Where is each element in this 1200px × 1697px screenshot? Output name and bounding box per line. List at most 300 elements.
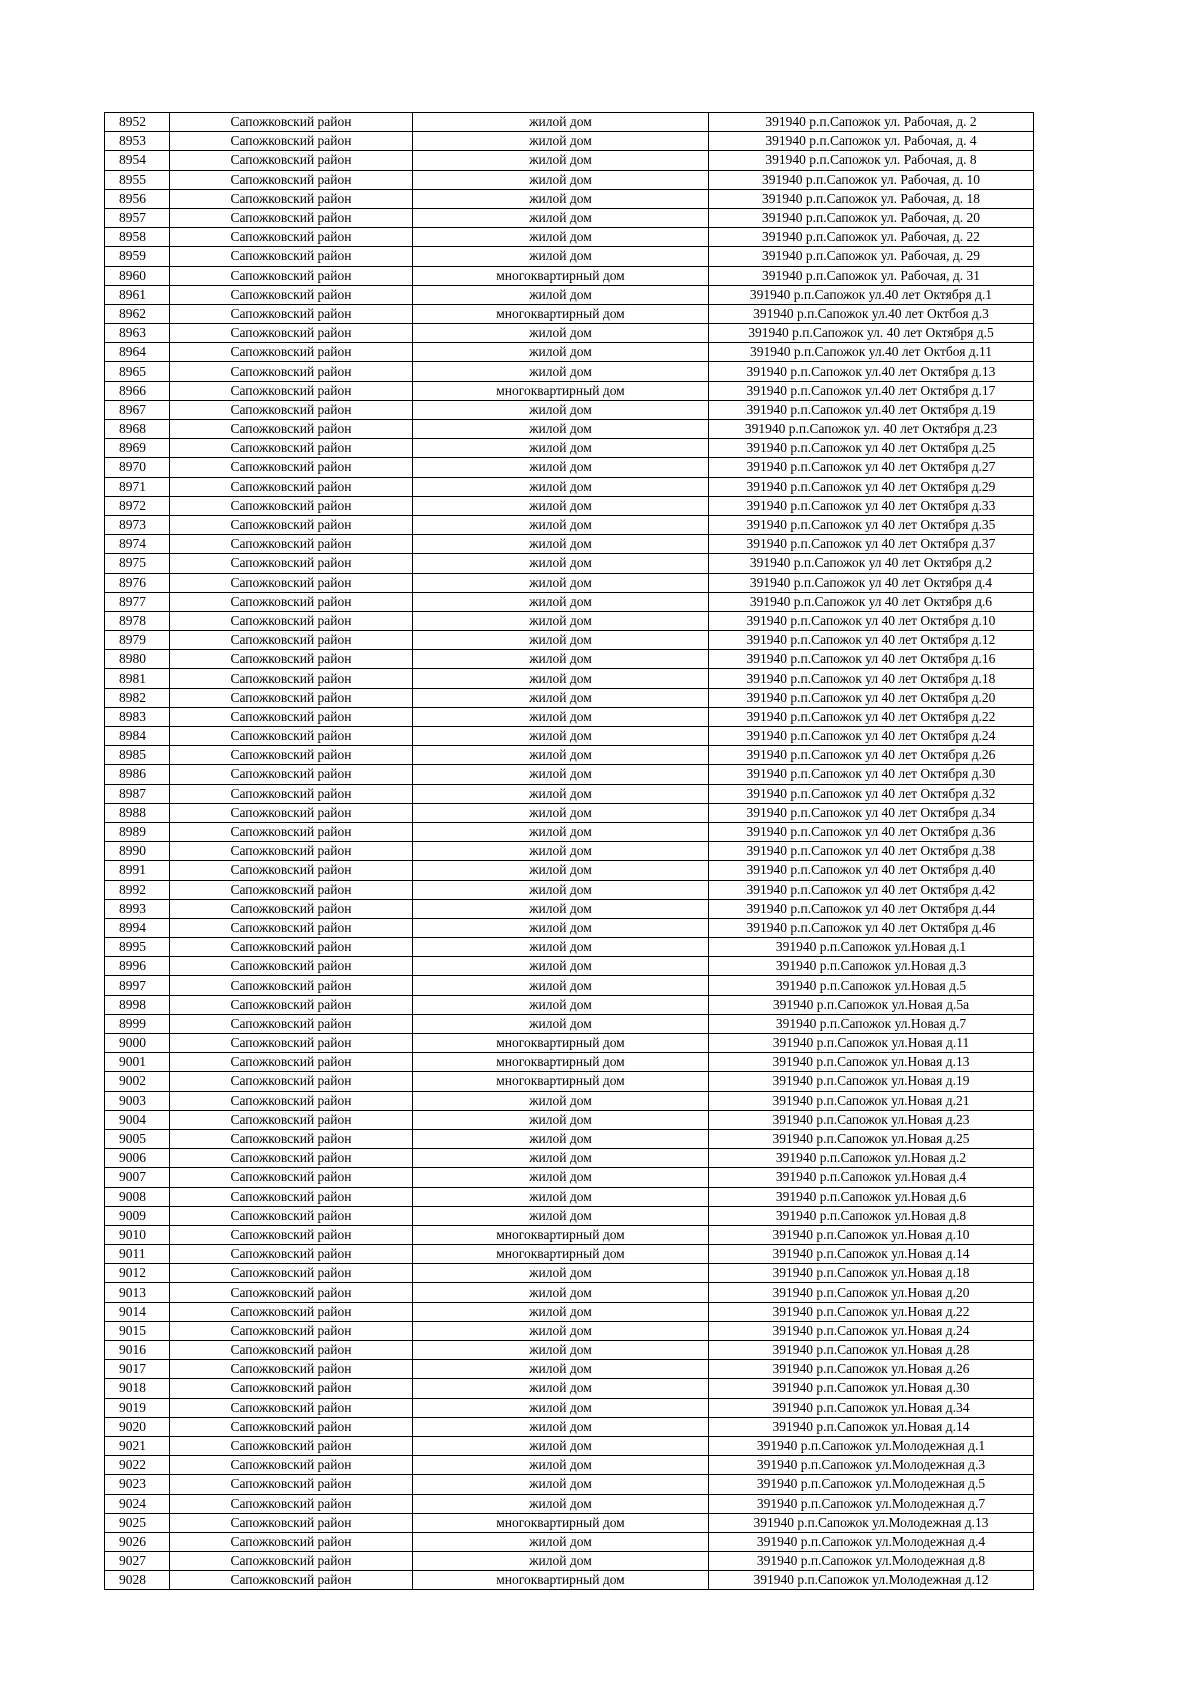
building-type-cell: многоквартирный дом [413, 266, 709, 285]
district-cell: Сапожковский район [170, 573, 413, 592]
building-type-cell: жилой дом [413, 324, 709, 343]
district-cell: Сапожковский район [170, 1225, 413, 1244]
row-number-cell: 8977 [105, 592, 170, 611]
address-cell: 391940 р.п.Сапожок ул.Молодежная д.12 [709, 1571, 1034, 1590]
row-number-cell: 8959 [105, 247, 170, 266]
table-row [105, 784, 1034, 803]
building-type-cell: жилой дом [413, 1014, 709, 1033]
row-number-cell: 8968 [105, 420, 170, 439]
district-cell: Сапожковский район [170, 688, 413, 707]
building-type-cell: жилой дом [413, 189, 709, 208]
building-type-cell: жилой дом [413, 631, 709, 650]
district-cell: Сапожковский район [170, 1360, 413, 1379]
building-type-cell: жилой дом [413, 995, 709, 1014]
row-number-cell: 9007 [105, 1168, 170, 1187]
table-row [105, 1494, 1034, 1513]
address-cell: 391940 р.п.Сапожок ул. 40 лет Октября д.5 [709, 324, 1034, 343]
building-type-cell: жилой дом [413, 1398, 709, 1417]
table-row [105, 208, 1034, 227]
row-number-cell: 9009 [105, 1206, 170, 1225]
building-type-cell: жилой дом [413, 938, 709, 957]
district-cell: Сапожковский район [170, 1264, 413, 1283]
row-number-cell: 9008 [105, 1187, 170, 1206]
address-cell: 391940 р.п.Сапожок ул 40 лет Октября д.27 [709, 458, 1034, 477]
address-cell: 391940 р.п.Сапожок ул 40 лет Октября д.36 [709, 822, 1034, 841]
building-type-cell: жилой дом [413, 1302, 709, 1321]
row-number-cell: 8970 [105, 458, 170, 477]
table-row [105, 439, 1034, 458]
row-number-cell: 8958 [105, 228, 170, 247]
district-cell: Сапожковский район [170, 439, 413, 458]
building-type-cell: жилой дом [413, 957, 709, 976]
table-row [105, 1129, 1034, 1148]
table-row [105, 1475, 1034, 1494]
table-row [105, 1379, 1034, 1398]
table-row [105, 631, 1034, 650]
district-cell: Сапожковский район [170, 170, 413, 189]
row-number-cell: 8967 [105, 400, 170, 419]
row-number-cell: 8953 [105, 132, 170, 151]
building-type-cell: жилой дом [413, 1168, 709, 1187]
building-type-cell: жилой дом [413, 477, 709, 496]
building-type-cell: жилой дом [413, 1149, 709, 1168]
row-number-cell: 8973 [105, 515, 170, 534]
table-row [105, 132, 1034, 151]
row-number-cell: 8994 [105, 918, 170, 937]
table-row [105, 592, 1034, 611]
building-type-cell: жилой дом [413, 362, 709, 381]
building-type-cell: жилой дом [413, 899, 709, 918]
district-cell: Сапожковский район [170, 1552, 413, 1571]
district-cell: Сапожковский район [170, 707, 413, 726]
address-cell: 391940 р.п.Сапожок ул. Рабочая, д. 18 [709, 189, 1034, 208]
row-number-cell: 8981 [105, 669, 170, 688]
table-row [105, 938, 1034, 957]
row-number-cell: 9001 [105, 1053, 170, 1072]
table-row [105, 918, 1034, 937]
row-number-cell: 9028 [105, 1571, 170, 1590]
row-number-cell: 9017 [105, 1360, 170, 1379]
address-cell: 391940 р.п.Сапожок ул.Новая д.24 [709, 1321, 1034, 1340]
building-type-cell: жилой дом [413, 132, 709, 151]
address-cell: 391940 р.п.Сапожок ул.Новая д.7 [709, 1014, 1034, 1033]
building-type-cell: жилой дом [413, 1206, 709, 1225]
row-number-cell: 8984 [105, 727, 170, 746]
table-row [105, 1110, 1034, 1129]
building-type-cell: жилой дом [413, 1187, 709, 1206]
table-body [105, 113, 1034, 1590]
address-cell: 391940 р.п.Сапожок ул 40 лет Октября д.18 [709, 669, 1034, 688]
address-cell: 391940 р.п.Сапожок ул. Рабочая, д. 2 [709, 113, 1034, 132]
table-row [105, 995, 1034, 1014]
address-cell: 391940 р.п.Сапожок ул.Новая д.21 [709, 1091, 1034, 1110]
table-row [105, 477, 1034, 496]
address-cell: 391940 р.п.Сапожок ул 40 лет Октября д.10 [709, 611, 1034, 630]
table-row [105, 1417, 1034, 1436]
table-row [105, 343, 1034, 362]
district-cell: Сапожковский район [170, 285, 413, 304]
row-number-cell: 8966 [105, 381, 170, 400]
row-number-cell: 9015 [105, 1321, 170, 1340]
district-cell: Сапожковский район [170, 611, 413, 630]
table-row [105, 170, 1034, 189]
table-row [105, 113, 1034, 132]
building-type-cell: жилой дом [413, 765, 709, 784]
address-cell: 391940 р.п.Сапожок ул.Молодежная д.5 [709, 1475, 1034, 1494]
table-row [105, 765, 1034, 784]
table-row [105, 611, 1034, 630]
address-cell: 391940 р.п.Сапожок ул 40 лет Октября д.46 [709, 918, 1034, 937]
table-row [105, 727, 1034, 746]
district-cell: Сапожковский район [170, 746, 413, 765]
district-cell: Сапожковский район [170, 1168, 413, 1187]
address-cell: 391940 р.п.Сапожок ул.Новая д.4 [709, 1168, 1034, 1187]
district-cell: Сапожковский район [170, 1494, 413, 1513]
building-type-cell: жилой дом [413, 1283, 709, 1302]
row-number-cell: 9000 [105, 1034, 170, 1053]
building-type-cell: многоквартирный дом [413, 381, 709, 400]
table-row [105, 266, 1034, 285]
row-number-cell: 8988 [105, 803, 170, 822]
address-cell: 391940 р.п.Сапожок ул.Новая д.6 [709, 1187, 1034, 1206]
district-cell: Сапожковский район [170, 420, 413, 439]
table-row [105, 1225, 1034, 1244]
address-cell: 391940 р.п.Сапожок ул.Новая д.13 [709, 1053, 1034, 1072]
district-cell: Сапожковский район [170, 976, 413, 995]
address-cell: 391940 р.п.Сапожок ул 40 лет Октября д.26 [709, 746, 1034, 765]
address-cell: 391940 р.п.Сапожок ул.Новая д.3 [709, 957, 1034, 976]
row-number-cell: 8990 [105, 842, 170, 861]
table-row [105, 554, 1034, 573]
building-type-cell: жилой дом [413, 400, 709, 419]
address-cell: 391940 р.п.Сапожок ул.Новая д.2 [709, 1149, 1034, 1168]
table-row [105, 1513, 1034, 1532]
address-cell: 391940 р.п.Сапожок ул. Рабочая, д. 10 [709, 170, 1034, 189]
table-row [105, 573, 1034, 592]
housing-register-table [104, 112, 1034, 1590]
row-number-cell: 8985 [105, 746, 170, 765]
district-cell: Сапожковский район [170, 784, 413, 803]
address-cell: 391940 р.п.Сапожок ул.Молодежная д.7 [709, 1494, 1034, 1513]
address-cell: 391940 р.п.Сапожок ул. Рабочая, д. 22 [709, 228, 1034, 247]
address-cell: 391940 р.п.Сапожок ул.Новая д.14 [709, 1417, 1034, 1436]
row-number-cell: 8987 [105, 784, 170, 803]
row-number-cell: 8957 [105, 208, 170, 227]
building-type-cell: жилой дом [413, 228, 709, 247]
row-number-cell: 8965 [105, 362, 170, 381]
address-cell: 391940 р.п.Сапожок ул.40 лет Октября д.19 [709, 400, 1034, 419]
table-row [105, 707, 1034, 726]
table-row [105, 1245, 1034, 1264]
district-cell: Сапожковский район [170, 918, 413, 937]
address-cell: 391940 р.п.Сапожок ул 40 лет Октября д.29 [709, 477, 1034, 496]
building-type-cell: жилой дом [413, 1494, 709, 1513]
address-cell: 391940 р.п.Сапожок ул 40 лет Октября д.30 [709, 765, 1034, 784]
building-type-cell: жилой дом [413, 151, 709, 170]
table-row [105, 822, 1034, 841]
table-row [105, 746, 1034, 765]
address-cell: 391940 р.п.Сапожок ул.Новая д.23 [709, 1110, 1034, 1129]
district-cell: Сапожковский район [170, 515, 413, 534]
building-type-cell: жилой дом [413, 650, 709, 669]
building-type-cell: жилой дом [413, 1110, 709, 1129]
table-row [105, 1034, 1034, 1053]
table-row [105, 1302, 1034, 1321]
table-row [105, 400, 1034, 419]
row-number-cell: 8963 [105, 324, 170, 343]
row-number-cell: 8992 [105, 880, 170, 899]
address-cell: 391940 р.п.Сапожок ул.Новая д.18 [709, 1264, 1034, 1283]
building-type-cell: жилой дом [413, 113, 709, 132]
table-row [105, 650, 1034, 669]
table-row [105, 458, 1034, 477]
table-row [105, 1187, 1034, 1206]
building-type-cell: жилой дом [413, 611, 709, 630]
building-type-cell: жилой дом [413, 707, 709, 726]
district-cell: Сапожковский район [170, 899, 413, 918]
table-row [105, 803, 1034, 822]
district-cell: Сапожковский район [170, 1245, 413, 1264]
district-cell: Сапожковский район [170, 1475, 413, 1494]
address-cell: 391940 р.п.Сапожок ул 40 лет Октября д.40 [709, 861, 1034, 880]
row-number-cell: 8960 [105, 266, 170, 285]
district-cell: Сапожковский район [170, 995, 413, 1014]
row-number-cell: 9012 [105, 1264, 170, 1283]
row-number-cell: 8972 [105, 496, 170, 515]
table-row [105, 362, 1034, 381]
building-type-cell: жилой дом [413, 1436, 709, 1455]
building-type-cell: многоквартирный дом [413, 304, 709, 323]
building-type-cell: жилой дом [413, 592, 709, 611]
district-cell: Сапожковский район [170, 1091, 413, 1110]
district-cell: Сапожковский район [170, 669, 413, 688]
row-number-cell: 8978 [105, 611, 170, 630]
district-cell: Сапожковский район [170, 266, 413, 285]
building-type-cell: жилой дом [413, 688, 709, 707]
table-row [105, 228, 1034, 247]
building-type-cell: жилой дом [413, 1091, 709, 1110]
building-type-cell: жилой дом [413, 1417, 709, 1436]
row-number-cell: 9027 [105, 1552, 170, 1571]
row-number-cell: 9018 [105, 1379, 170, 1398]
row-number-cell: 8962 [105, 304, 170, 323]
table-row [105, 1206, 1034, 1225]
row-number-cell: 9006 [105, 1149, 170, 1168]
district-cell: Сапожковский район [170, 1571, 413, 1590]
table-row [105, 842, 1034, 861]
row-number-cell: 8980 [105, 650, 170, 669]
building-type-cell: жилой дом [413, 1532, 709, 1551]
building-type-cell: многоквартирный дом [413, 1571, 709, 1590]
row-number-cell: 9014 [105, 1302, 170, 1321]
district-cell: Сапожковский район [170, 592, 413, 611]
district-cell: Сапожковский район [170, 957, 413, 976]
table-row [105, 151, 1034, 170]
row-number-cell: 9016 [105, 1341, 170, 1360]
building-type-cell: жилой дом [413, 1360, 709, 1379]
row-number-cell: 9023 [105, 1475, 170, 1494]
district-cell: Сапожковский район [170, 458, 413, 477]
building-type-cell: многоквартирный дом [413, 1072, 709, 1091]
address-cell: 391940 р.п.Сапожок ул. Рабочая, д. 4 [709, 132, 1034, 151]
row-number-cell: 8998 [105, 995, 170, 1014]
table-row [105, 496, 1034, 515]
table-row [105, 669, 1034, 688]
row-number-cell: 8995 [105, 938, 170, 957]
table-row [105, 880, 1034, 899]
address-cell: 391940 р.п.Сапожок ул 40 лет Октября д.25 [709, 439, 1034, 458]
building-type-cell: жилой дом [413, 458, 709, 477]
address-cell: 391940 р.п.Сапожок ул.Молодежная д.1 [709, 1436, 1034, 1455]
district-cell: Сапожковский район [170, 1149, 413, 1168]
district-cell: Сапожковский район [170, 822, 413, 841]
address-cell: 391940 р.п.Сапожок ул. Рабочая, д. 31 [709, 266, 1034, 285]
table-row [105, 381, 1034, 400]
address-cell: 391940 р.п.Сапожок ул. Рабочая, д. 20 [709, 208, 1034, 227]
row-number-cell: 9025 [105, 1513, 170, 1532]
district-cell: Сапожковский район [170, 228, 413, 247]
district-cell: Сапожковский район [170, 1532, 413, 1551]
table-row [105, 1149, 1034, 1168]
table-row [105, 324, 1034, 343]
table-row [105, 1532, 1034, 1551]
row-number-cell: 9005 [105, 1129, 170, 1148]
address-cell: 391940 р.п.Сапожок ул 40 лет Октября д.12 [709, 631, 1034, 650]
row-number-cell: 8974 [105, 535, 170, 554]
row-number-cell: 8955 [105, 170, 170, 189]
district-cell: Сапожковский район [170, 535, 413, 554]
building-type-cell: жилой дом [413, 1379, 709, 1398]
district-cell: Сапожковский район [170, 1436, 413, 1455]
district-cell: Сапожковский район [170, 727, 413, 746]
row-number-cell: 9004 [105, 1110, 170, 1129]
district-cell: Сапожковский район [170, 861, 413, 880]
district-cell: Сапожковский район [170, 362, 413, 381]
row-number-cell: 8983 [105, 707, 170, 726]
row-number-cell: 9003 [105, 1091, 170, 1110]
address-cell: 391940 р.п.Сапожок ул 40 лет Октября д.32 [709, 784, 1034, 803]
table-row [105, 420, 1034, 439]
address-cell: 391940 р.п.Сапожок ул 40 лет Октября д.44 [709, 899, 1034, 918]
building-type-cell: жилой дом [413, 1129, 709, 1148]
address-cell: 391940 р.п.Сапожок ул. Рабочая, д. 8 [709, 151, 1034, 170]
row-number-cell: 8975 [105, 554, 170, 573]
district-cell: Сапожковский район [170, 151, 413, 170]
table-row [105, 1360, 1034, 1379]
building-type-cell: жилой дом [413, 439, 709, 458]
address-cell: 391940 р.п.Сапожок ул.Молодежная д.3 [709, 1456, 1034, 1475]
district-cell: Сапожковский район [170, 1129, 413, 1148]
district-cell: Сапожковский район [170, 842, 413, 861]
district-cell: Сапожковский район [170, 1398, 413, 1417]
table-row [105, 1053, 1034, 1072]
building-type-cell: жилой дом [413, 1341, 709, 1360]
table-row [105, 1014, 1034, 1033]
table-row [105, 1552, 1034, 1571]
address-cell: 391940 р.п.Сапожок ул. 40 лет Октября д.23 [709, 420, 1034, 439]
row-number-cell: 8964 [105, 343, 170, 362]
row-number-cell: 8997 [105, 976, 170, 995]
address-cell: 391940 р.п.Сапожок ул 40 лет Октября д.6 [709, 592, 1034, 611]
row-number-cell: 8969 [105, 439, 170, 458]
building-type-cell: жилой дом [413, 727, 709, 746]
address-cell: 391940 р.п.Сапожок ул.40 лет Октября д.17 [709, 381, 1034, 400]
district-cell: Сапожковский район [170, 132, 413, 151]
address-cell: 391940 р.п.Сапожок ул.Новая д.19 [709, 1072, 1034, 1091]
address-cell: 391940 р.п.Сапожок ул.Новая д.22 [709, 1302, 1034, 1321]
address-cell: 391940 р.п.Сапожок ул 40 лет Октября д.16 [709, 650, 1034, 669]
row-number-cell: 9019 [105, 1398, 170, 1417]
address-cell: 391940 р.п.Сапожок ул 40 лет Октября д.35 [709, 515, 1034, 534]
district-cell: Сапожковский район [170, 1014, 413, 1033]
table-row [105, 515, 1034, 534]
table-row [105, 1321, 1034, 1340]
district-cell: Сапожковский район [170, 496, 413, 515]
address-cell: 391940 р.п.Сапожок ул.Молодежная д.13 [709, 1513, 1034, 1532]
address-cell: 391940 р.п.Сапожок ул.Новая д.1 [709, 938, 1034, 957]
row-number-cell: 8991 [105, 861, 170, 880]
address-cell: 391940 р.п.Сапожок ул 40 лет Октября д.2 [709, 554, 1034, 573]
row-number-cell: 8971 [105, 477, 170, 496]
district-cell: Сапожковский район [170, 1321, 413, 1340]
building-type-cell: жилой дом [413, 822, 709, 841]
table-row [105, 899, 1034, 918]
building-type-cell: жилой дом [413, 669, 709, 688]
district-cell: Сапожковский район [170, 400, 413, 419]
district-cell: Сапожковский район [170, 1513, 413, 1532]
district-cell: Сапожковский район [170, 1053, 413, 1072]
row-number-cell: 9013 [105, 1283, 170, 1302]
address-cell: 391940 р.п.Сапожок ул.Новая д.5 [709, 976, 1034, 995]
building-type-cell: жилой дом [413, 803, 709, 822]
building-type-cell: жилой дом [413, 1552, 709, 1571]
building-type-cell: жилой дом [413, 784, 709, 803]
row-number-cell: 8993 [105, 899, 170, 918]
row-number-cell: 9022 [105, 1456, 170, 1475]
district-cell: Сапожковский район [170, 1283, 413, 1302]
building-type-cell: жилой дом [413, 976, 709, 995]
table-row [105, 535, 1034, 554]
table-row [105, 304, 1034, 323]
address-cell: 391940 р.п.Сапожок ул 40 лет Октября д.4 [709, 573, 1034, 592]
table-row [105, 1283, 1034, 1302]
district-cell: Сапожковский район [170, 381, 413, 400]
district-cell: Сапожковский район [170, 1417, 413, 1436]
building-type-cell: многоквартирный дом [413, 1034, 709, 1053]
address-cell: 391940 р.п.Сапожок ул 40 лет Октября д.42 [709, 880, 1034, 899]
address-cell: 391940 р.п.Сапожок ул.Новая д.8 [709, 1206, 1034, 1225]
building-type-cell: жилой дом [413, 1321, 709, 1340]
row-number-cell: 9024 [105, 1494, 170, 1513]
row-number-cell: 9011 [105, 1245, 170, 1264]
building-type-cell: многоквартирный дом [413, 1225, 709, 1244]
building-type-cell: жилой дом [413, 285, 709, 304]
building-type-cell: жилой дом [413, 554, 709, 573]
address-cell: 391940 р.п.Сапожок ул.Новая д.10 [709, 1225, 1034, 1244]
table-row [105, 1072, 1034, 1091]
row-number-cell: 8976 [105, 573, 170, 592]
district-cell: Сапожковский район [170, 1206, 413, 1225]
row-number-cell: 8952 [105, 113, 170, 132]
row-number-cell: 8979 [105, 631, 170, 650]
building-type-cell: жилой дом [413, 861, 709, 880]
address-cell: 391940 р.п.Сапожок ул.40 лет Октября д.13 [709, 362, 1034, 381]
table-row [105, 1436, 1034, 1455]
building-type-cell: жилой дом [413, 208, 709, 227]
building-type-cell: жилой дом [413, 573, 709, 592]
row-number-cell: 8961 [105, 285, 170, 304]
district-cell: Сапожковский район [170, 113, 413, 132]
